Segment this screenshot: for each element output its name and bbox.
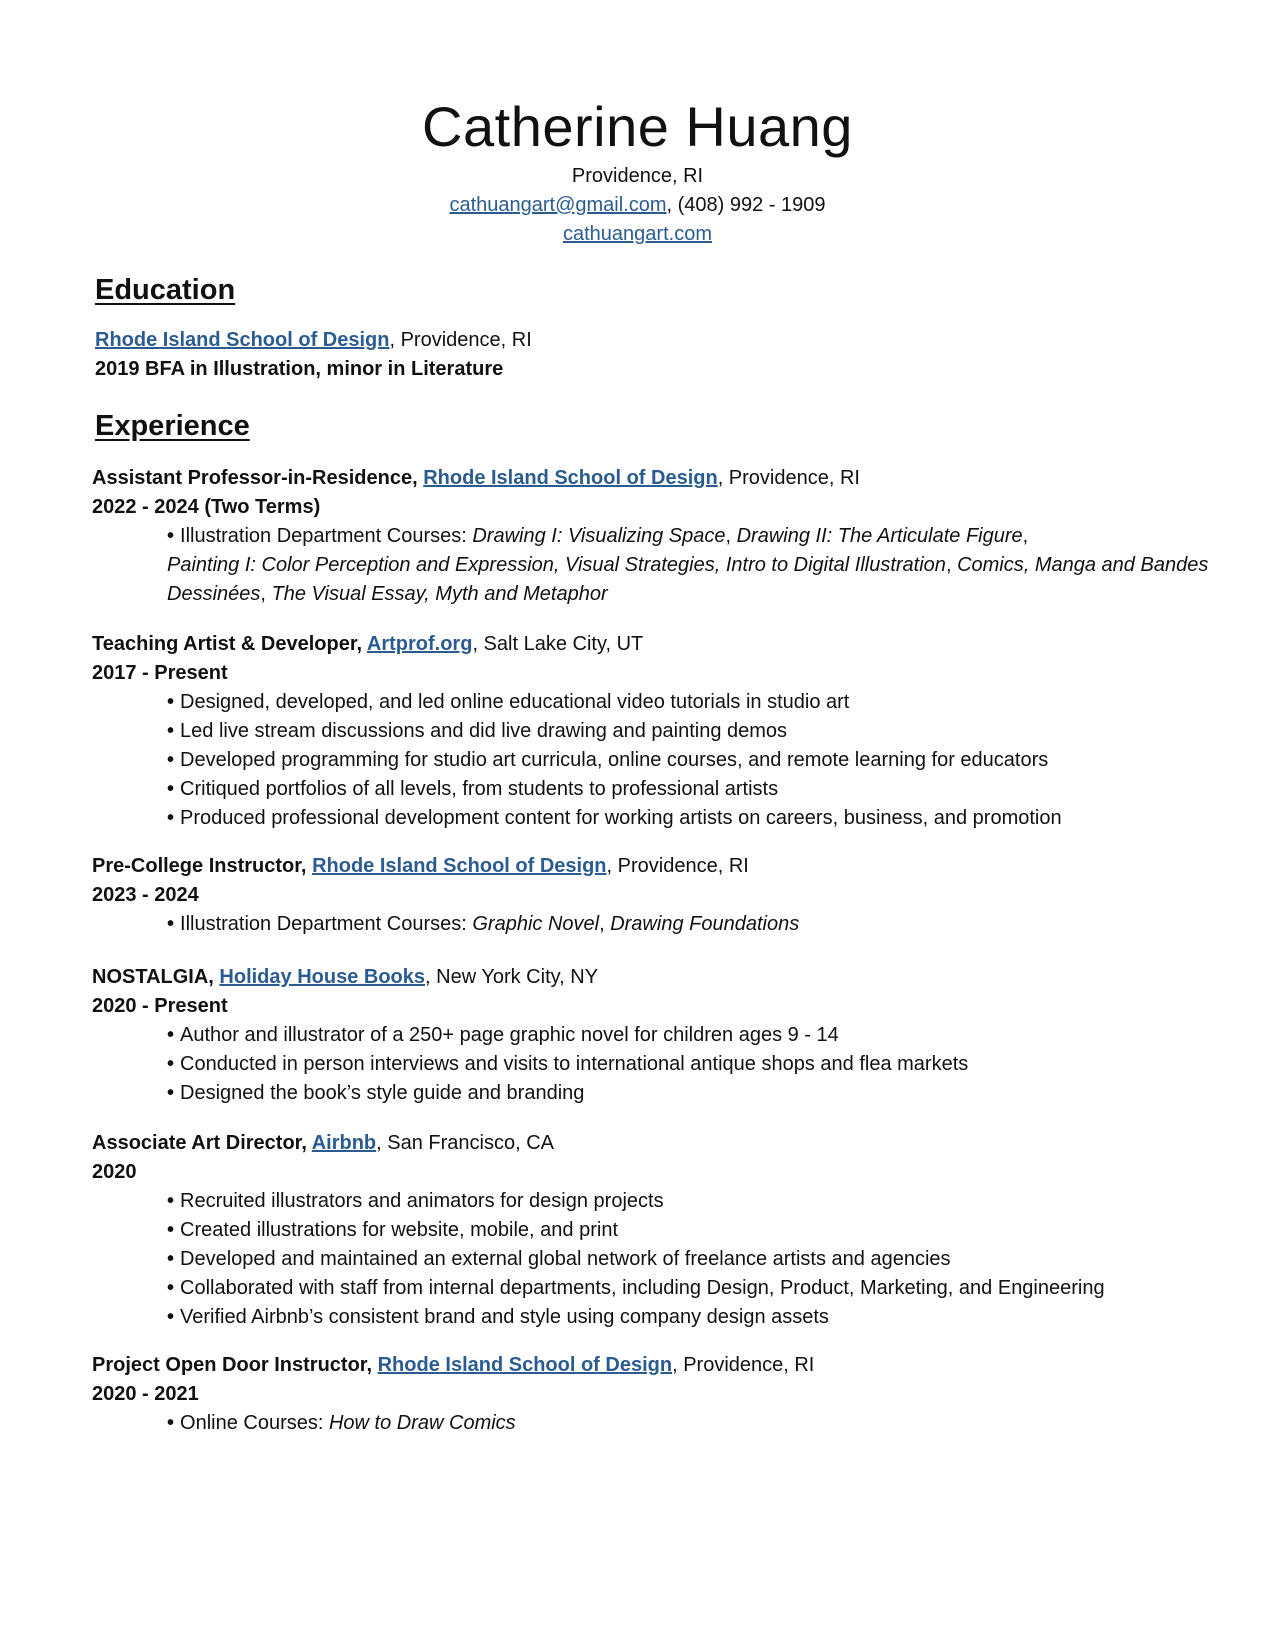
- bullet-text: Collaborated with staff from internal departments, including Design, Product, Marketing, and Engineering: [180, 1277, 1105, 1299]
- separator: ,: [260, 583, 272, 605]
- job-bullet: [167, 746, 1212, 775]
- bullet-text: Produced professional development content for working artists on careers, business, and promotion: [180, 807, 1062, 829]
- job-org-link[interactable]: Airbnb: [311, 1132, 377, 1154]
- header-contact-line: [0, 191, 1275, 220]
- job-title-line: [92, 1129, 1212, 1158]
- job-entry: [92, 963, 1212, 1108]
- job-bullets: [92, 1187, 1212, 1332]
- job-location: , Providence, RI: [606, 855, 749, 877]
- course-list: Drawing II: The Articulate Figure: [736, 525, 1023, 547]
- email-link[interactable]: cathuangart@gmail.com: [449, 194, 667, 216]
- job-location: , Salt Lake City, UT: [472, 633, 644, 655]
- bullet-glyph: •: [167, 1190, 175, 1212]
- phone-number: , (408) 992 - 1909: [666, 194, 826, 216]
- job-title-line: [92, 630, 1212, 659]
- bullet-text: Conducted in person interviews and visits to international antique shops and flea markets: [180, 1053, 969, 1075]
- job-location: , Providence, RI: [672, 1354, 815, 1376]
- job-role: Project Open Door Instructor,: [92, 1354, 378, 1376]
- job-bullets: [92, 1021, 1212, 1108]
- education-degree: 2019 BFA in Illustration, minor in Literature: [95, 358, 504, 380]
- job-bullet: [167, 1079, 1212, 1108]
- job-bullets: [92, 910, 1212, 939]
- header-website-line: [0, 220, 1275, 249]
- job-dates: 2020 - Present: [92, 995, 228, 1017]
- website-link[interactable]: cathuangart.com: [563, 223, 712, 245]
- job-entry: [92, 630, 1212, 833]
- bullet-lead: Illustration Department Courses:: [180, 525, 473, 547]
- job-entry: [92, 1351, 1212, 1438]
- bullet-glyph: •: [167, 913, 175, 935]
- job-title-line: [92, 963, 1212, 992]
- education-entry: [95, 326, 1215, 384]
- header-location: Providence, RI: [571, 165, 704, 187]
- bullet-lead: Illustration Department Courses:: [180, 913, 473, 935]
- bullet-glyph: •: [167, 749, 175, 771]
- job-dates: 2020 - 2021: [92, 1383, 199, 1405]
- experience-heading: Experience: [95, 410, 250, 442]
- bullet-glyph: •: [167, 1277, 175, 1299]
- job-bullet: [167, 804, 1212, 833]
- bullet-glyph: •: [167, 1053, 175, 1075]
- job-bullet: [167, 1245, 1212, 1274]
- bullet-glyph: •: [167, 1306, 175, 1328]
- school-link[interactable]: Rhode Island School of Design: [95, 329, 390, 351]
- separator: ,: [945, 554, 958, 576]
- course-name: Drawing Foundations: [610, 913, 800, 935]
- bullet-glyph: •: [167, 691, 175, 713]
- job-bullet: [167, 1274, 1212, 1303]
- job-bullet: [167, 522, 1212, 609]
- bullet-text: Created illustrations for website, mobile, and print: [180, 1219, 619, 1241]
- job-bullet: [167, 1303, 1212, 1332]
- job-entry: [92, 464, 1212, 609]
- job-org-link[interactable]: Rhode Island School of Design: [377, 1354, 673, 1376]
- job-role: Associate Art Director,: [92, 1132, 312, 1154]
- candidate-name: Catherine Huang: [422, 95, 853, 158]
- course-list: Painting I: Color Perception and Expression, Visual Strategies, Intro to Digital Illustration: [167, 554, 946, 576]
- bullet-glyph: •: [167, 525, 175, 547]
- school-location: , Providence, RI: [389, 329, 532, 351]
- bullet-glyph: •: [167, 1248, 175, 1270]
- separator: ,: [1022, 525, 1029, 547]
- job-role: Teaching Artist & Developer,: [92, 633, 367, 655]
- bullet-text: Designed the book’s style guide and branding: [180, 1082, 585, 1104]
- job-role: Pre-College Instructor,: [92, 855, 313, 877]
- job-bullet: [167, 1216, 1212, 1245]
- job-bullet: [167, 1021, 1212, 1050]
- bullet-glyph: •: [167, 1219, 175, 1241]
- course-list: Comics, Manga and Bandes Dessinées: [167, 554, 1209, 605]
- resume-header: [0, 92, 1275, 249]
- bullet-glyph: •: [167, 1082, 175, 1104]
- bullet-text: Developed and maintained an external global network of freelance artists and agencies: [180, 1248, 951, 1270]
- job-bullets: [92, 1409, 1212, 1438]
- job-bullets: [92, 688, 1212, 833]
- job-entry: [92, 1129, 1212, 1332]
- job-role: Assistant Professor-in-Residence,: [92, 467, 424, 489]
- job-entry: [92, 852, 1212, 939]
- job-role: NOSTALGIA,: [92, 966, 220, 988]
- job-location: , San Francisco, CA: [376, 1132, 554, 1154]
- bullet-glyph: •: [167, 1412, 175, 1434]
- job-bullet: [167, 910, 1212, 939]
- bullet-text: Designed, developed, and led online educational video tutorials in studio art: [180, 691, 850, 713]
- job-bullet: [167, 1187, 1212, 1216]
- bullet-text: Recruited illustrators and animators for design projects: [180, 1190, 664, 1212]
- course-list: The Visual Essay, Myth and Metaphor: [271, 583, 608, 605]
- job-org-link[interactable]: Holiday House Books: [219, 966, 426, 988]
- job-bullet: [167, 717, 1212, 746]
- job-org-link[interactable]: Rhode Island School of Design: [312, 855, 607, 877]
- bullet-text: Author and illustrator of a 250+ page graphic novel for children ages 9 - 14: [180, 1024, 839, 1046]
- job-org-link[interactable]: Artprof.org: [366, 633, 473, 655]
- job-title-line: [92, 464, 1212, 493]
- bullet-glyph: •: [167, 720, 175, 742]
- separator: ,: [599, 913, 611, 935]
- job-bullet: [167, 775, 1212, 804]
- job-dates: 2020: [92, 1161, 137, 1183]
- course-list: Drawing I: Visualizing Space: [472, 525, 726, 547]
- job-dates: 2023 - 2024: [92, 884, 199, 906]
- bullet-text: Critiqued portfolios of all levels, from students to professional artists: [180, 778, 779, 800]
- bullet-text: Verified Airbnb’s consistent brand and style using company design assets: [180, 1306, 829, 1328]
- course-name: Graphic Novel: [472, 913, 600, 935]
- course-name: How to Draw Comics: [328, 1412, 516, 1434]
- job-dates: 2017 - Present: [92, 662, 228, 684]
- bullet-lead: Online Courses:: [180, 1412, 329, 1434]
- bullet-text: Developed programming for studio art curricula, online courses, and remote learning for educators: [180, 749, 1049, 771]
- job-bullet: [167, 1050, 1212, 1079]
- bullet-glyph: •: [167, 807, 175, 829]
- job-location: , Providence, RI: [717, 467, 860, 489]
- job-org-link[interactable]: Rhode Island School of Design: [423, 467, 718, 489]
- bullet-text: Led live stream discussions and did live drawing and painting demos: [180, 720, 788, 742]
- job-bullet: [167, 688, 1212, 717]
- job-title-line: [92, 852, 1212, 881]
- job-bullet: [167, 1409, 1212, 1438]
- bullet-glyph: •: [167, 1024, 175, 1046]
- separator: ,: [725, 525, 737, 547]
- bullet-glyph: •: [167, 778, 175, 800]
- job-location: , New York City, NY: [425, 966, 599, 988]
- job-bullets: [92, 522, 1212, 609]
- job-dates: 2022 - 2024 (Two Terms): [92, 496, 321, 518]
- job-title-line: [92, 1351, 1212, 1380]
- education-heading: Education: [95, 274, 236, 306]
- education-school-line: [95, 326, 1215, 355]
